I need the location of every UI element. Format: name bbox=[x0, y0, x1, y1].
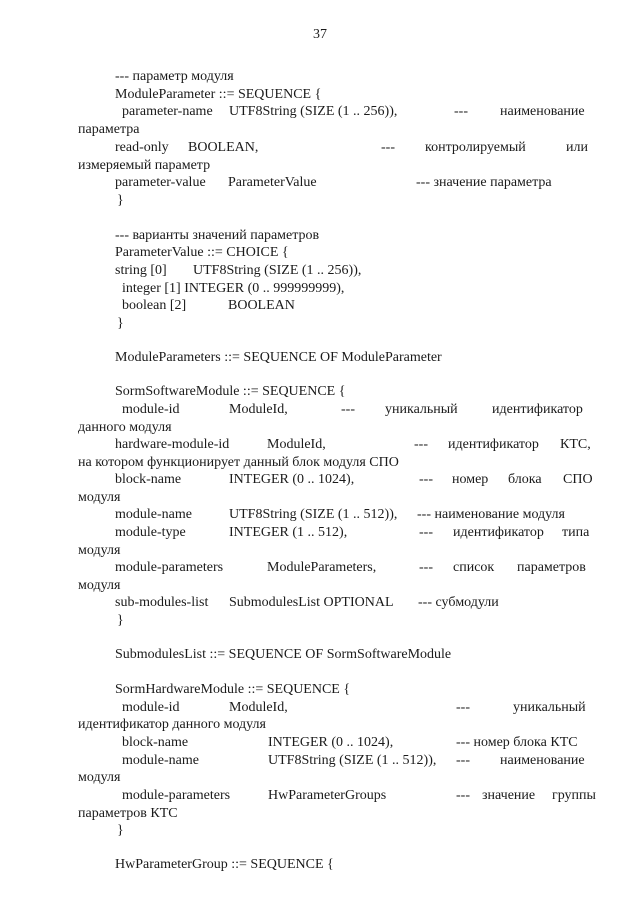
field-comment-dash: --- bbox=[414, 437, 428, 452]
sorm-software-module-decl: SormSoftwareModule ::= SEQUENCE { bbox=[115, 384, 346, 399]
field-comment: значение bbox=[482, 788, 536, 803]
field-comment: группы bbox=[552, 788, 596, 803]
field-comment-dash: --- bbox=[419, 472, 433, 487]
comment-parameter-values: --- варианты значений параметров bbox=[115, 228, 320, 243]
choice-name: boolean [2] bbox=[122, 298, 187, 313]
field-comment: или bbox=[566, 140, 588, 155]
field-comment: наименование bbox=[500, 104, 585, 119]
field-type: INTEGER (0 .. 1024), bbox=[229, 472, 355, 487]
field-type: ModuleId, bbox=[229, 402, 288, 417]
field-comment-dash: --- bbox=[381, 140, 395, 155]
field-type: ModuleId, bbox=[229, 700, 288, 715]
field-name: module-parameters bbox=[122, 788, 231, 803]
field-name: parameter-name bbox=[122, 104, 213, 119]
field-comment: типа bbox=[562, 525, 590, 540]
field-type: UTF8String (SIZE (1 .. 512)), bbox=[229, 507, 398, 522]
module-parameter-decl: ModuleParameter ::= SEQUENCE { bbox=[115, 87, 322, 102]
field-comment-cont: данного модуля bbox=[78, 420, 172, 435]
field-name: hardware-module-id bbox=[115, 437, 230, 452]
field-comment-dash: --- bbox=[456, 753, 470, 768]
field-comment-dash: --- bbox=[419, 525, 433, 540]
field-name: module-parameters bbox=[115, 560, 224, 575]
field-comment: блока bbox=[508, 472, 542, 487]
field-comment: --- значение параметра bbox=[416, 175, 552, 190]
comment-module-parameter: --- параметр модуля bbox=[115, 69, 234, 84]
field-type: ModuleId, bbox=[267, 437, 326, 452]
sorm-hardware-module-decl: SormHardwareModule ::= SEQUENCE { bbox=[115, 682, 351, 697]
field-type: UTF8String (SIZE (1 .. 512)), bbox=[268, 753, 437, 768]
field-comment: идентификатор bbox=[453, 525, 544, 540]
field-name: module-id bbox=[122, 700, 180, 715]
field-comment-cont: параметра bbox=[78, 122, 140, 137]
field-name: sub-modules-list bbox=[115, 595, 209, 610]
field-comment-dash: --- bbox=[419, 560, 433, 575]
page-number: 37 bbox=[313, 27, 327, 42]
field-comment: --- субмодули bbox=[418, 595, 499, 610]
field-type: HwParameterGroups bbox=[268, 788, 387, 803]
field-name: module-name bbox=[122, 753, 199, 768]
field-comment: идентификатор bbox=[492, 402, 583, 417]
field-type: ParameterValue bbox=[228, 175, 317, 190]
field-comment-cont: модуля bbox=[78, 543, 121, 558]
field-comment: идентификатор bbox=[448, 437, 539, 452]
choice-name: string [0] bbox=[115, 263, 167, 278]
field-comment: контролируемый bbox=[425, 140, 526, 155]
field-type: INTEGER (1 .. 512), bbox=[229, 525, 348, 540]
field-name: read-only bbox=[115, 140, 169, 155]
field-comment: уникальный bbox=[385, 402, 458, 417]
field-type: ModuleParameters, bbox=[267, 560, 377, 575]
choice-line: integer [1] INTEGER (0 .. 999999999), bbox=[122, 281, 345, 296]
hw-parameter-group-decl: HwParameterGroup ::= SEQUENCE { bbox=[115, 857, 334, 872]
closing-brace: } bbox=[117, 316, 124, 331]
field-name: block-name bbox=[122, 735, 189, 750]
field-name: block-name bbox=[115, 472, 182, 487]
closing-brace: } bbox=[117, 193, 124, 208]
closing-brace: } bbox=[117, 613, 124, 628]
field-comment: --- номер блока КТС bbox=[456, 735, 578, 750]
field-comment: КТС, bbox=[560, 437, 591, 452]
field-comment: уникальный bbox=[513, 700, 586, 715]
field-comment-cont: модуля bbox=[78, 770, 121, 785]
field-type: UTF8String (SIZE (1 .. 256)), bbox=[229, 104, 398, 119]
field-name: parameter-value bbox=[115, 175, 206, 190]
field-name: module-id bbox=[122, 402, 180, 417]
field-comment: номер bbox=[452, 472, 489, 487]
field-name: module-type bbox=[115, 525, 186, 540]
field-comment: --- наименование модуля bbox=[417, 507, 565, 522]
closing-brace: } bbox=[117, 823, 124, 838]
field-comment: параметров bbox=[517, 560, 586, 575]
submodules-list-decl: SubmodulesList ::= SEQUENCE OF SormSoftwareModule bbox=[115, 647, 452, 662]
field-comment: СПО bbox=[563, 472, 593, 487]
field-comment-cont: параметров КТС bbox=[78, 806, 178, 821]
field-comment-cont: идентификатор данного модуля bbox=[78, 717, 266, 732]
choice-type: UTF8String (SIZE (1 .. 256)), bbox=[193, 263, 362, 278]
choice-type: BOOLEAN bbox=[228, 298, 295, 313]
field-type: INTEGER (0 .. 1024), bbox=[268, 735, 394, 750]
field-name: module-name bbox=[115, 507, 192, 522]
field-comment: наименование bbox=[500, 753, 585, 768]
field-type: BOOLEAN, bbox=[188, 140, 259, 155]
field-comment-cont: модуля bbox=[78, 490, 121, 505]
field-comment-cont: на котором функционирует данный блок модуля СПО bbox=[78, 455, 399, 470]
field-comment-dash: --- bbox=[456, 700, 470, 715]
field-comment-dash: --- bbox=[454, 104, 468, 119]
field-comment: список bbox=[453, 560, 495, 575]
field-type: SubmodulesList OPTIONAL bbox=[229, 595, 394, 610]
parameter-value-decl: ParameterValue ::= CHOICE { bbox=[115, 245, 289, 260]
field-comment-dash: --- bbox=[341, 402, 355, 417]
field-comment-cont: измеряемый параметр bbox=[78, 158, 211, 173]
field-comment-dash: --- bbox=[456, 788, 470, 803]
field-comment-cont: модуля bbox=[78, 578, 121, 593]
module-parameters-decl: ModuleParameters ::= SEQUENCE OF ModuleParameter bbox=[115, 350, 442, 365]
